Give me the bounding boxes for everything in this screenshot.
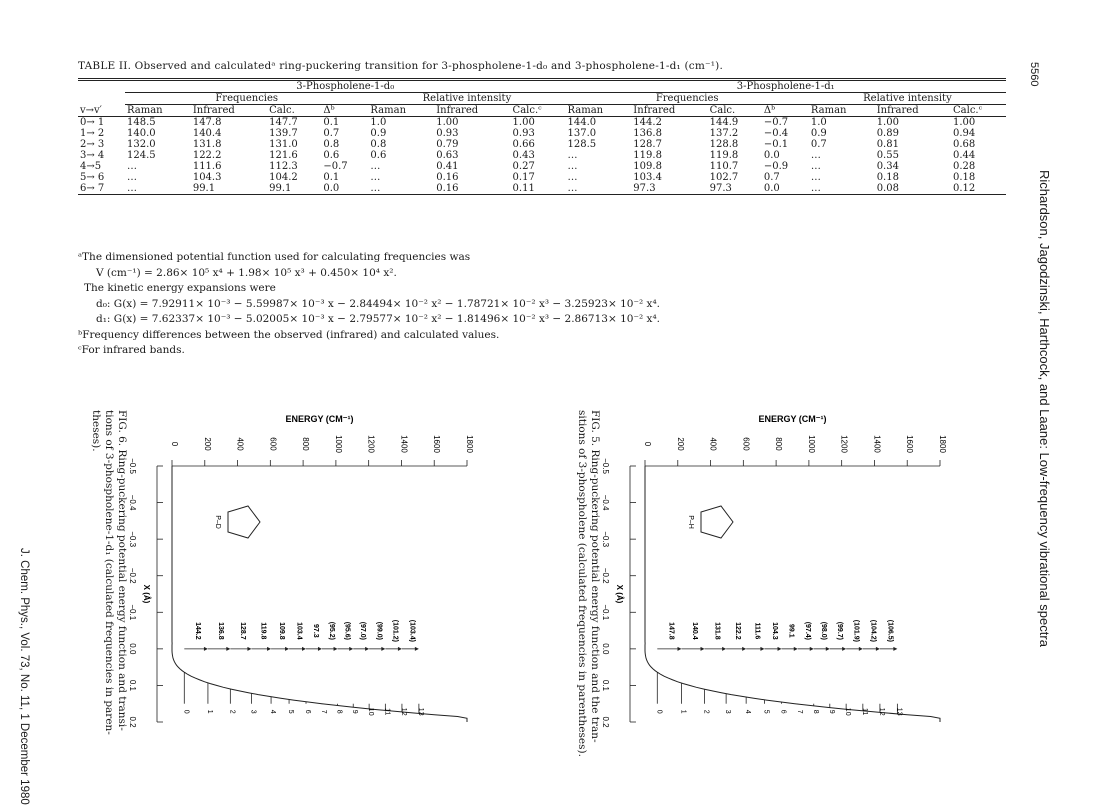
- table-row: [78, 172, 1006, 183]
- fig6-transition-label: (95.6): [343, 621, 351, 641]
- fig5-x-axis-label: X (Å): [615, 584, 624, 604]
- fig5-x-tick-label: 0.2: [601, 716, 610, 728]
- table-footnotes: [78, 250, 660, 359]
- table-cell: 6→ 7: [80, 183, 105, 194]
- fig6-transition-label: (103.4): [408, 619, 416, 642]
- table-cell: 104.3: [192, 172, 222, 183]
- fig5-arrowhead: [778, 647, 782, 651]
- table-cell: 1→ 2: [80, 128, 105, 139]
- table-cell: 119.8: [709, 150, 739, 161]
- fig5-level-number: 5: [762, 709, 770, 714]
- subheader-frequencies: Frequencies: [125, 93, 368, 105]
- fig5-energy-tick-label: 1800: [938, 435, 947, 453]
- table-row: [78, 161, 1006, 172]
- fig5-x-tick-label: −0.3: [601, 531, 610, 548]
- fig6-transition-label: (101.2): [391, 619, 399, 642]
- fig6-arrowhead: [381, 647, 385, 651]
- table-cell: 148.5: [127, 117, 156, 128]
- table-cell: 0.68: [953, 139, 976, 150]
- fig6-energy-tick-label: 1400: [399, 435, 409, 453]
- table-cell: 0.18: [953, 172, 976, 183]
- table-row: [78, 128, 1006, 139]
- table-cell: …: [567, 183, 578, 194]
- table-cell: 0.41: [436, 161, 459, 172]
- table-cell: 0.94: [953, 128, 976, 139]
- fig5-molecule-label: P–H: [687, 515, 694, 529]
- fig5-energy-tick-label: 400: [708, 437, 718, 451]
- table-cell: −0.9: [763, 161, 789, 172]
- fig6-molecule-ring: [228, 506, 260, 538]
- table-cell: 144.0: [567, 117, 597, 128]
- table-cell: 0.55: [876, 150, 899, 161]
- subheader-relative-intensity: Relative intensity: [368, 93, 565, 105]
- fig6-transition-label: (99.0): [375, 621, 383, 641]
- table-cell: 1.0: [810, 117, 827, 128]
- table-cell: 139.7: [269, 128, 298, 139]
- fig6-transition-label: (97.0): [359, 621, 367, 641]
- column-header: Infrared: [192, 105, 235, 116]
- table-cell: 128.7: [633, 139, 662, 150]
- fig5-x-tick-label: 0.0: [601, 643, 610, 655]
- table-cell: −0.4: [763, 128, 789, 139]
- fig6-arrowhead: [302, 647, 306, 651]
- fig5-level-number: 0: [655, 709, 663, 714]
- column-header: Infrared: [436, 105, 479, 116]
- fig6-transition-label: 103.4: [295, 622, 303, 640]
- table-cell: 0.8: [370, 139, 387, 150]
- table-cell: 109.8: [633, 161, 662, 172]
- fig6-transition-label: 144.2: [194, 622, 202, 640]
- fig5-level-number: 6: [779, 709, 787, 714]
- fig5-arrowhead: [701, 647, 705, 651]
- table-cell: …: [567, 172, 578, 183]
- table-cell: 3→ 4: [80, 150, 105, 161]
- fig5-transition-label: (104.2): [869, 619, 877, 642]
- table-row: [78, 117, 1006, 129]
- table-cell: 4→5: [80, 161, 102, 172]
- fig5-energy-tick-label: 1200: [839, 435, 849, 453]
- fig6-arrowhead: [226, 647, 230, 651]
- fig5-level-number: 9: [827, 709, 835, 714]
- table-row: [78, 183, 1006, 195]
- table-cell: 111.6: [192, 161, 222, 172]
- column-header: Δᵇ: [763, 105, 776, 116]
- table-row: [78, 150, 1006, 161]
- table-cell: …: [567, 161, 578, 172]
- table-cell: 0.43: [512, 150, 535, 161]
- footnote-a: ᵃThe dimensioned potential function used for calculating frequencies was: [78, 251, 471, 263]
- fig6-x-tick-label: −0.2: [128, 567, 137, 584]
- fig5-level-number: 1: [679, 709, 687, 714]
- figure-6-caption-line: tions of 3-phospholene-1-d₁ (calculated frequencies in paren-: [103, 410, 115, 735]
- figure-6-caption-line: FIG. 6. Ring-puckering potential energy function and transi-: [116, 410, 128, 731]
- figure-5-caption-line: FIG. 5. Ring-puckering potential energy function and the tran-: [589, 410, 601, 743]
- fig6-transition-label: 97.3: [311, 624, 319, 638]
- fig6-transition-label: 128.7: [238, 622, 246, 640]
- table-cell: …: [810, 183, 821, 194]
- column-header: Calc.ᶜ: [512, 105, 542, 116]
- table-cell: 0.89: [876, 128, 899, 139]
- fig5-level-number: 13: [895, 707, 903, 716]
- footnote-c: ᶜFor infrared bands.: [78, 344, 185, 356]
- table-cell: −0.7: [763, 117, 789, 128]
- fig5-transition-label: 122.2: [734, 622, 742, 640]
- table-cell: 0.9: [370, 128, 387, 139]
- fig6-x-axis-label: X (Å): [142, 584, 151, 604]
- figure-5-caption-line: sitions of 3-phospholene (calculated frequencies in parentheses).: [576, 410, 588, 757]
- column-header: v→v′: [80, 104, 102, 116]
- fig5-energy-tick-label: 800: [774, 437, 784, 451]
- table-cell: 0.12: [953, 183, 976, 194]
- fig6-energy-tick-label: 1200: [366, 435, 376, 453]
- table-cell: 2→ 3: [80, 139, 105, 150]
- table-cell: 110.7: [709, 161, 739, 172]
- table-cell: …: [810, 172, 821, 183]
- fig6-level-number: 10: [367, 707, 375, 716]
- column-header: Raman: [370, 105, 407, 116]
- table-cell: 0.17: [512, 172, 535, 183]
- fig5-transition-label: 147.8: [667, 622, 675, 640]
- figure-6-potential-plot: [112, 410, 482, 740]
- fig5-transition-label: (97.4): [803, 621, 811, 641]
- fig6-x-tick-label: −0.5: [128, 458, 137, 474]
- fig6-energy-tick-label: 600: [268, 437, 278, 451]
- fig5-transition-label: (101.9): [852, 619, 860, 642]
- table-cell: 131.0: [269, 139, 298, 150]
- table-cell: 140.0: [127, 128, 156, 139]
- table-caption: TABLE II. Observed and calculatedᵃ ring-puckering transition for 3-phospholene-1-d₀ and 3-phospholene-1-d₁ (cm⁻¹).: [78, 60, 723, 72]
- fig5-arrowhead: [826, 647, 830, 651]
- fig6-arrowhead: [247, 647, 251, 651]
- fig6-level-number: 8: [335, 709, 343, 714]
- fig6-arrowhead: [204, 647, 208, 651]
- fig6-level-number: 1: [205, 709, 213, 714]
- fig6-arrowhead: [365, 647, 369, 651]
- fig5-level-number: 3: [724, 709, 732, 714]
- fig5-energy-tick-label: 1600: [905, 435, 915, 453]
- fig6-molecule-label: P–D: [214, 515, 221, 529]
- table-cell: …: [370, 183, 381, 194]
- table-cell: 0.34: [876, 161, 899, 172]
- table-body: [78, 117, 1006, 195]
- table-cell: 1.0: [370, 117, 387, 128]
- fig5-arrowhead: [842, 647, 846, 651]
- figure-5-potential-plot: [585, 410, 955, 740]
- fig6-level-number: 2: [228, 709, 236, 714]
- table-cell: 97.3: [709, 183, 732, 194]
- table-cell: 119.8: [633, 150, 662, 161]
- fig5-potential-curve: [645, 466, 940, 722]
- table-cell: 0.0: [323, 183, 340, 194]
- figure-5-caption: [575, 410, 601, 757]
- table-cell: 0.0: [763, 183, 780, 194]
- fig6-energy-tick-label: 0: [170, 441, 179, 447]
- fig6-level-number: 0: [182, 709, 190, 714]
- fig5-x-tick-label: −0.4: [601, 494, 610, 511]
- table-cell: 124.5: [127, 150, 156, 161]
- fig6-transition-label: 109.8: [278, 622, 286, 640]
- kinetic-d0: d₀: G(x) = 7.92911× 10⁻³ − 5.59987× 10⁻³ x − 2.84494× 10⁻² x² − 1.78721× 10⁻² x³ − 3.25923× 10⁻² x⁴.: [96, 297, 661, 310]
- table-cell: 104.2: [269, 172, 298, 183]
- fig5-energy-tick-label: 1000: [806, 435, 816, 453]
- fig6-arrowhead: [267, 647, 271, 651]
- column-header: Raman: [567, 105, 604, 116]
- data-table: [78, 78, 1006, 195]
- fig5-transition-label: (99.7): [835, 621, 843, 641]
- subheader-relative-intensity: Relative intensity: [809, 93, 1006, 105]
- potential-equation: V (cm⁻¹) = 2.86× 10⁵ x⁴ + 1.98× 10⁵ x³ + 0.450× 10⁴ x².: [96, 266, 397, 279]
- column-header: Raman: [127, 105, 163, 116]
- fig5-level-number: 11: [860, 708, 868, 716]
- group-header-d0: 3-Phospholene-1-d₀: [125, 80, 565, 93]
- table-cell: 97.3: [633, 183, 656, 194]
- fig5-x-tick-label: −0.2: [601, 567, 610, 584]
- column-header: Calc.ᶜ: [953, 105, 983, 116]
- fig5-energy-axis-label: ENERGY (CM⁻¹): [758, 414, 827, 424]
- table-row: [78, 139, 1006, 150]
- table-cell: 0→ 1: [80, 117, 105, 128]
- fig5-level-number: 7: [795, 709, 803, 714]
- table-cell: 0.93: [512, 128, 535, 139]
- table-cell: 1.00: [512, 117, 535, 128]
- table-cell: 0.6: [323, 150, 340, 161]
- table-cell: 103.4: [633, 172, 662, 183]
- fig6-level-number: 5: [287, 709, 295, 714]
- fig5-transition-label: (98.0): [819, 621, 827, 641]
- fig6-level-number: 9: [351, 709, 359, 714]
- fig6-level-number: 11: [383, 708, 391, 716]
- group-header-d1: 3-Phospholene-1-d₁: [565, 80, 1006, 93]
- table-cell: …: [810, 150, 821, 161]
- table-cell: 1.00: [436, 117, 459, 128]
- fig5-energy-tick-label: 1400: [872, 435, 882, 453]
- table-cell: 0.08: [876, 183, 899, 194]
- table-cell: 99.1: [269, 183, 292, 194]
- fig5-x-tick-label: −0.5: [601, 458, 610, 474]
- fig5-level-number: 8: [811, 709, 819, 714]
- fig6-level-number: 7: [319, 709, 327, 714]
- fig6-transition-label: 119.8: [259, 622, 267, 640]
- fig5-level-number: 10: [844, 707, 852, 716]
- fig6-arrowhead: [349, 647, 353, 651]
- table-cell: …: [370, 172, 381, 183]
- fig6-arrowhead: [415, 647, 419, 651]
- fig5-transition-label: 99.1: [787, 624, 795, 638]
- table-cell: −0.7: [323, 161, 348, 172]
- fig6-arrowhead: [285, 647, 289, 651]
- table-cell: 99.1: [192, 183, 216, 194]
- table-cell: 128.5: [567, 139, 597, 150]
- fig6-arrowhead: [398, 647, 402, 651]
- fig6-energy-tick-label: 1600: [432, 435, 442, 453]
- fig5-x-tick-label: −0.1: [601, 604, 610, 621]
- fig6-potential-curve: [172, 466, 467, 722]
- table-cell: 0.16: [436, 183, 459, 194]
- fig6-energy-axis-label: ENERGY (CM⁻¹): [285, 414, 354, 424]
- table-cell: 0.16: [436, 172, 459, 183]
- fig6-energy-tick-label: 200: [202, 437, 212, 451]
- fig5-transition-label: (106.5): [886, 619, 894, 642]
- fig6-level-number: 12: [399, 707, 407, 716]
- table-cell: 0.7: [763, 172, 780, 183]
- table-cell: 0.28: [953, 161, 976, 172]
- table-cell: 144.2: [633, 117, 662, 128]
- table-cell: 0.0: [763, 150, 780, 161]
- figure-6-caption-line: theses).: [90, 410, 102, 452]
- table-cell: 0.6: [370, 150, 387, 161]
- table-cell: 128.8: [709, 139, 739, 150]
- fig5-arrowhead: [810, 647, 814, 651]
- fig5-arrowhead: [859, 647, 863, 651]
- fig6-energy-tick-label: 400: [235, 437, 245, 451]
- fig6-level-number: 6: [304, 709, 312, 714]
- table-cell: −0.1: [763, 139, 789, 150]
- table-cell: 102.7: [709, 172, 739, 183]
- table-cell: 122.2: [192, 150, 222, 161]
- fig5-molecule-ring: [701, 506, 733, 538]
- table-cell: 0.44: [953, 150, 976, 161]
- fig6-x-tick-label: 0.0: [128, 643, 137, 655]
- fig5-level-number: 12: [877, 707, 885, 716]
- column-header: Raman: [810, 105, 847, 116]
- fig5-energy-tick-label: 200: [675, 437, 685, 451]
- fig6-energy-tick-label: 1800: [465, 435, 474, 453]
- fig6-arrowhead: [334, 647, 338, 651]
- fig5-arrowhead: [794, 647, 798, 651]
- table-cell: 0.66: [512, 139, 535, 150]
- table-cell: 5→ 6: [80, 172, 105, 183]
- kinetic-d1: d₁: G(x) = 7.62337× 10⁻³ − 5.02005× 10⁻³ x − 2.79577× 10⁻² x² − 1.81496× 10⁻² x³ − 2.86713× 10⁻² x⁴.: [96, 313, 661, 325]
- column-header: Calc.: [269, 105, 295, 116]
- column-header-row: [78, 105, 1006, 117]
- table-cell: 140.4: [192, 128, 222, 139]
- column-header: Infrared: [633, 105, 676, 116]
- table-cell: 1.00: [953, 117, 976, 128]
- table-cell: 131.8: [192, 139, 222, 150]
- fig6-x-tick-label: 0.2: [128, 716, 137, 728]
- table-cell: 1.00: [876, 117, 899, 128]
- table-cell: 0.63: [436, 150, 459, 161]
- table-cell: 136.8: [633, 128, 662, 139]
- fig5-level-number: 2: [702, 709, 710, 714]
- table-cell: 0.93: [436, 128, 459, 139]
- fig5-transition-label: 111.6: [753, 622, 761, 640]
- table-cell: 147.7: [269, 117, 298, 128]
- fig6-level-number: 13: [416, 707, 424, 716]
- table-cell: 0.8: [323, 139, 340, 150]
- table-cell: …: [127, 172, 138, 183]
- fig5-arrowhead: [876, 647, 880, 651]
- table-cell: 132.0: [127, 139, 156, 150]
- table-cell: 0.11: [512, 183, 535, 194]
- table-cell: …: [370, 161, 381, 172]
- table-cell: 0.7: [810, 139, 827, 150]
- table-cell: 147.8: [192, 117, 222, 128]
- table-cell: 112.3: [269, 161, 298, 172]
- table-cell: 144.9: [709, 117, 739, 128]
- running-head-journal: J. Chem. Phys., Vol. 73, No. 11, 1 December 1980: [18, 548, 30, 805]
- fig5-transition-label: 140.4: [691, 622, 699, 640]
- subheader-frequencies: Frequencies: [565, 93, 808, 105]
- table-cell: 137.0: [567, 128, 597, 139]
- table-cell: 0.7: [323, 128, 340, 139]
- fig6-transition-label: 136.8: [217, 622, 225, 640]
- table-cell: 0.9: [810, 128, 827, 139]
- running-head-authors: Richardson, Jagodzinski, Harthcock, and Laane: Low-frequency vibrational spectra: [1037, 170, 1052, 647]
- table-cell: …: [810, 161, 821, 172]
- fig6-level-number: 3: [249, 709, 257, 714]
- table-cell: 137.2: [709, 128, 739, 139]
- table-cell: 0.18: [876, 172, 899, 183]
- fig6-arrowhead: [318, 647, 322, 651]
- fig6-energy-tick-label: 1000: [333, 435, 343, 453]
- fig5-arrowhead: [742, 647, 746, 651]
- fig5-energy-tick-label: 0: [643, 441, 652, 447]
- table-cell: 0.27: [512, 161, 535, 172]
- fig6-energy-tick-label: 800: [301, 437, 311, 451]
- page-number: 5560: [1028, 62, 1040, 87]
- fig6-x-tick-label: −0.4: [128, 494, 137, 511]
- table-cell: 0.1: [323, 117, 340, 128]
- fig6-transition-label: (95.2): [327, 621, 335, 641]
- footnote-b: ᵇFrequency differences between the observed (infrared) and calculated values.: [78, 328, 500, 341]
- fig6-level-number: 4: [269, 709, 277, 714]
- fig6-x-tick-label: −0.3: [128, 531, 137, 548]
- table-cell: 0.1: [323, 172, 340, 183]
- table-cell: …: [127, 161, 138, 172]
- fig5-transition-label: 104.3: [770, 622, 778, 640]
- figure-6-caption: [89, 410, 128, 735]
- table-cell: …: [127, 183, 138, 194]
- fig5-arrowhead: [678, 647, 682, 651]
- fig6-x-tick-label: 0.1: [128, 679, 137, 691]
- fig5-arrowhead: [893, 647, 897, 651]
- fig5-x-tick-label: 0.1: [601, 679, 610, 691]
- column-header: Δᵇ: [323, 105, 335, 116]
- table-cell: 121.6: [269, 150, 298, 161]
- table-cell: …: [567, 150, 578, 161]
- table-cell: 0.79: [436, 139, 459, 150]
- fig5-arrowhead: [722, 647, 726, 651]
- fig5-energy-tick-label: 600: [741, 437, 751, 451]
- kinetic-intro: The kinetic energy expansions were: [84, 282, 276, 294]
- fig5-level-number: 4: [744, 709, 752, 714]
- fig5-arrowhead: [760, 647, 764, 651]
- fig5-transition-label: 131.8: [713, 622, 721, 640]
- table-cell: 0.81: [876, 139, 899, 150]
- column-header: Infrared: [876, 105, 919, 116]
- column-header: Calc.: [709, 105, 736, 116]
- fig6-x-tick-label: −0.1: [128, 604, 137, 621]
